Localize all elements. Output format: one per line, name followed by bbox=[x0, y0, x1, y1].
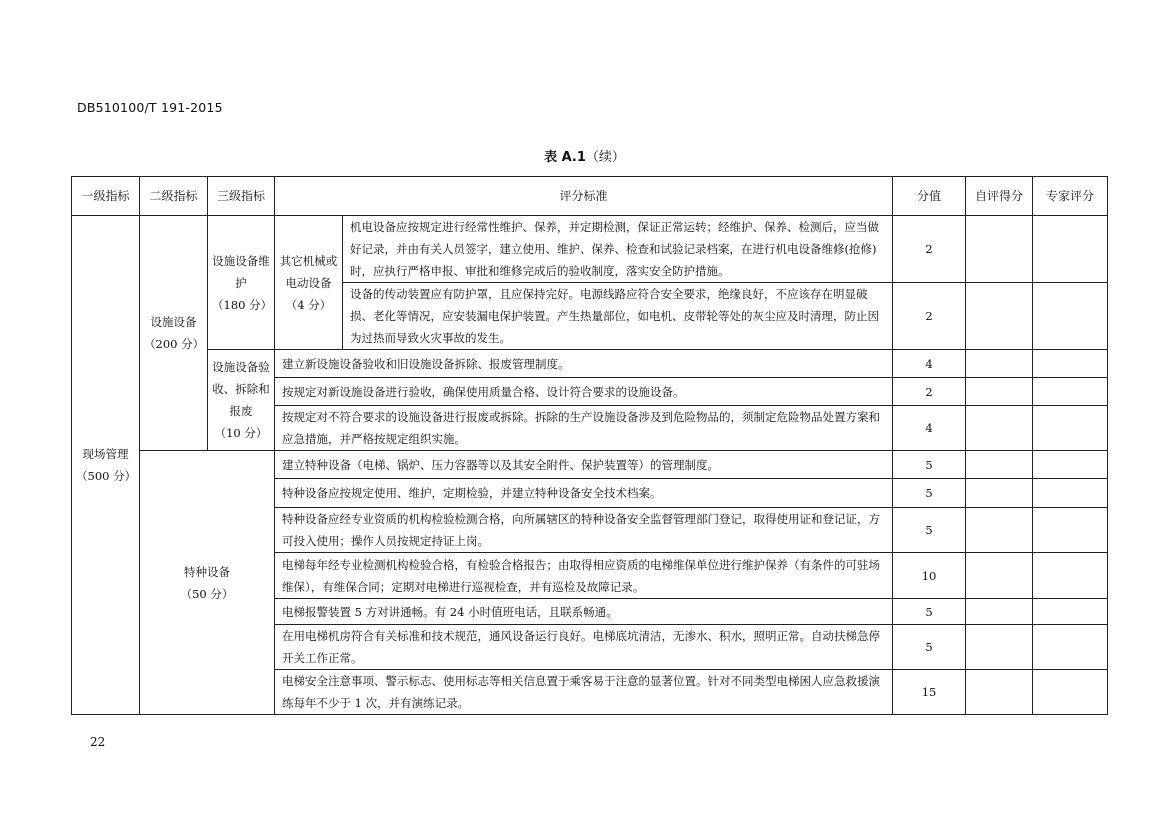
self-score-cell[interactable] bbox=[966, 508, 1033, 553]
points-value: 5 bbox=[893, 451, 966, 479]
level2-score: （50 分） bbox=[180, 586, 234, 601]
level1-cell bbox=[72, 216, 140, 715]
level3-score: （10 分） bbox=[214, 426, 268, 440]
criteria-text: 在用电梯机房符合有关标准和技术规范，通风设备运行良好。电梯底坑清洁，无渗水、积水，照明正常。自动扶梯急停开关工作正常。 bbox=[275, 625, 893, 670]
criteria-text: 特种设备应经专业资质的机构检验检测合格，向所属辖区的特种设备安全监督管理部门登记，取得使用证和登记证，方可投入使用；操作人员按规定持证上岗。 bbox=[275, 508, 893, 553]
table-title bbox=[0, 146, 1169, 165]
level4-cell-other-equipment bbox=[275, 216, 343, 350]
table-row bbox=[72, 216, 1108, 283]
level3-cell-acceptance bbox=[208, 350, 275, 451]
self-score-cell[interactable] bbox=[966, 553, 1033, 599]
self-score-cell[interactable] bbox=[966, 599, 1033, 625]
points-value: 4 bbox=[893, 350, 966, 378]
expert-score-cell[interactable] bbox=[1033, 283, 1108, 350]
expert-score-cell[interactable] bbox=[1033, 508, 1108, 553]
level3-name: 设施设备验收、拆除和报废 bbox=[212, 360, 270, 418]
self-score-cell[interactable] bbox=[966, 378, 1033, 406]
level2-name: 特种设备 bbox=[184, 564, 230, 579]
expert-score-cell[interactable] bbox=[1033, 625, 1108, 670]
expert-score-cell[interactable] bbox=[1033, 451, 1108, 479]
header-points: 分值 bbox=[893, 177, 966, 216]
scoring-table bbox=[71, 176, 1108, 715]
header-criteria: 评分标准 bbox=[275, 177, 893, 216]
level2-cell-special-equipment bbox=[140, 451, 275, 715]
self-score-cell[interactable] bbox=[966, 406, 1033, 451]
points-value: 2 bbox=[893, 378, 966, 406]
points-value: 10 bbox=[893, 553, 966, 599]
level1-name: 现场管理 bbox=[82, 447, 129, 461]
criteria-text: 建立特种设备（电梯、锅炉、压力容器等以及其安全附件、保护装置等）的管理制度。 bbox=[275, 451, 893, 479]
self-score-cell[interactable] bbox=[966, 625, 1033, 670]
level4-name: 其它机械或电动设备 bbox=[279, 253, 338, 290]
expert-score-cell[interactable] bbox=[1033, 479, 1108, 508]
level3-score: （180 分） bbox=[212, 297, 273, 312]
level4-score: （4 分） bbox=[285, 297, 332, 312]
self-score-cell[interactable] bbox=[966, 479, 1033, 508]
criteria-text: 电梯每年经专业检测机构检验合格，有检验合格报告；由取得相应资质的电梯维保单位进行维护保养（有条件的可驻场维保），有维保合同；定期对电梯进行巡视检查，并有巡检及故障记录。 bbox=[275, 553, 893, 599]
criteria-text: 按规定对不符合要求的设施设备进行报废或拆除。拆除的生产设施设备涉及到危险物品的，须制定危险物品处置方案和应急措施，并严格按规定组织实施。 bbox=[275, 406, 893, 451]
points-value: 4 bbox=[893, 406, 966, 451]
expert-score-cell[interactable] bbox=[1033, 553, 1108, 599]
header-level1: 一级指标 bbox=[72, 177, 140, 216]
level2-cell-facilities bbox=[140, 216, 208, 451]
level2-name: 设施设备 bbox=[150, 315, 197, 329]
table-row bbox=[72, 350, 1108, 378]
criteria-text: 设备的传动装置应有防护罩，且应保持完好。电源线路应符合安全要求，绝缘良好，不应该存在明显破损、老化等情况，应安装漏电保护装置。产生热量部位，如电机、皮带轮等处的灰尘应及时清理，防止因为过热而导致火灾事故的发生。 bbox=[343, 283, 893, 350]
table-title-main: 表 A.1 bbox=[544, 150, 586, 165]
criteria-text: 特种设备应按规定使用、维护，定期检验，并建立特种设备安全技术档案。 bbox=[275, 479, 893, 508]
points-value: 5 bbox=[893, 599, 966, 625]
document-code: DB510100/T 191-2015 bbox=[77, 100, 223, 115]
self-score-cell[interactable] bbox=[966, 283, 1033, 350]
level3-name: 设施设备维护 bbox=[212, 253, 270, 290]
criteria-text: 电梯安全注意事项、警示标志、使用标志等相关信息置于乘客易于注意的显著位置。针对不同类型电梯困人应急救援演练每年不少于 1 次，并有演练记录。 bbox=[275, 670, 893, 715]
table-header-row bbox=[72, 177, 1108, 216]
points-value: 2 bbox=[893, 216, 966, 283]
points-value: 5 bbox=[893, 625, 966, 670]
expert-score-cell[interactable] bbox=[1033, 350, 1108, 378]
level2-score: （200 分） bbox=[144, 337, 205, 351]
expert-score-cell[interactable] bbox=[1033, 216, 1108, 283]
expert-score-cell[interactable] bbox=[1033, 378, 1108, 406]
table-row bbox=[72, 451, 1108, 479]
expert-score-cell[interactable] bbox=[1033, 670, 1108, 715]
criteria-text: 机电设备应按规定进行经常性维护、保养，并定期检测，保证正常运转；经维护、保养、检测后，应当做好记录，并由有关人员签字，建立使用、维护、保养、检查和试验记录档案，在进行机电设备维修(抢修)时，应执行严格申报、审批和维修完成后的验收制度，落实安全防护措施。 bbox=[343, 216, 893, 283]
self-score-cell[interactable] bbox=[966, 350, 1033, 378]
points-value: 5 bbox=[893, 479, 966, 508]
level3-cell-maintenance bbox=[208, 216, 275, 350]
table-title-suffix: （续） bbox=[585, 150, 625, 165]
page-number: 22 bbox=[90, 735, 106, 749]
expert-score-cell[interactable] bbox=[1033, 406, 1108, 451]
level1-score: （500 分） bbox=[76, 469, 137, 483]
self-score-cell[interactable] bbox=[966, 216, 1033, 283]
criteria-text: 电梯报警装置 5 方对讲通畅。有 24 小时值班电话，且联系畅通。 bbox=[275, 599, 893, 625]
criteria-text: 建立新设施设备验收和旧设施设备拆除、报废管理制度。 bbox=[275, 350, 893, 378]
header-self-score: 自评得分 bbox=[966, 177, 1033, 216]
header-level2: 二级指标 bbox=[140, 177, 208, 216]
points-value: 5 bbox=[893, 508, 966, 553]
self-score-cell[interactable] bbox=[966, 451, 1033, 479]
header-expert-score: 专家评分 bbox=[1033, 177, 1108, 216]
self-score-cell[interactable] bbox=[966, 670, 1033, 715]
points-value: 15 bbox=[893, 670, 966, 715]
points-value: 2 bbox=[893, 283, 966, 350]
criteria-text: 按规定对新设施设备进行验收，确保使用质量合格、设计符合要求的设施设备。 bbox=[275, 378, 893, 406]
header-level3: 三级指标 bbox=[208, 177, 275, 216]
expert-score-cell[interactable] bbox=[1033, 599, 1108, 625]
